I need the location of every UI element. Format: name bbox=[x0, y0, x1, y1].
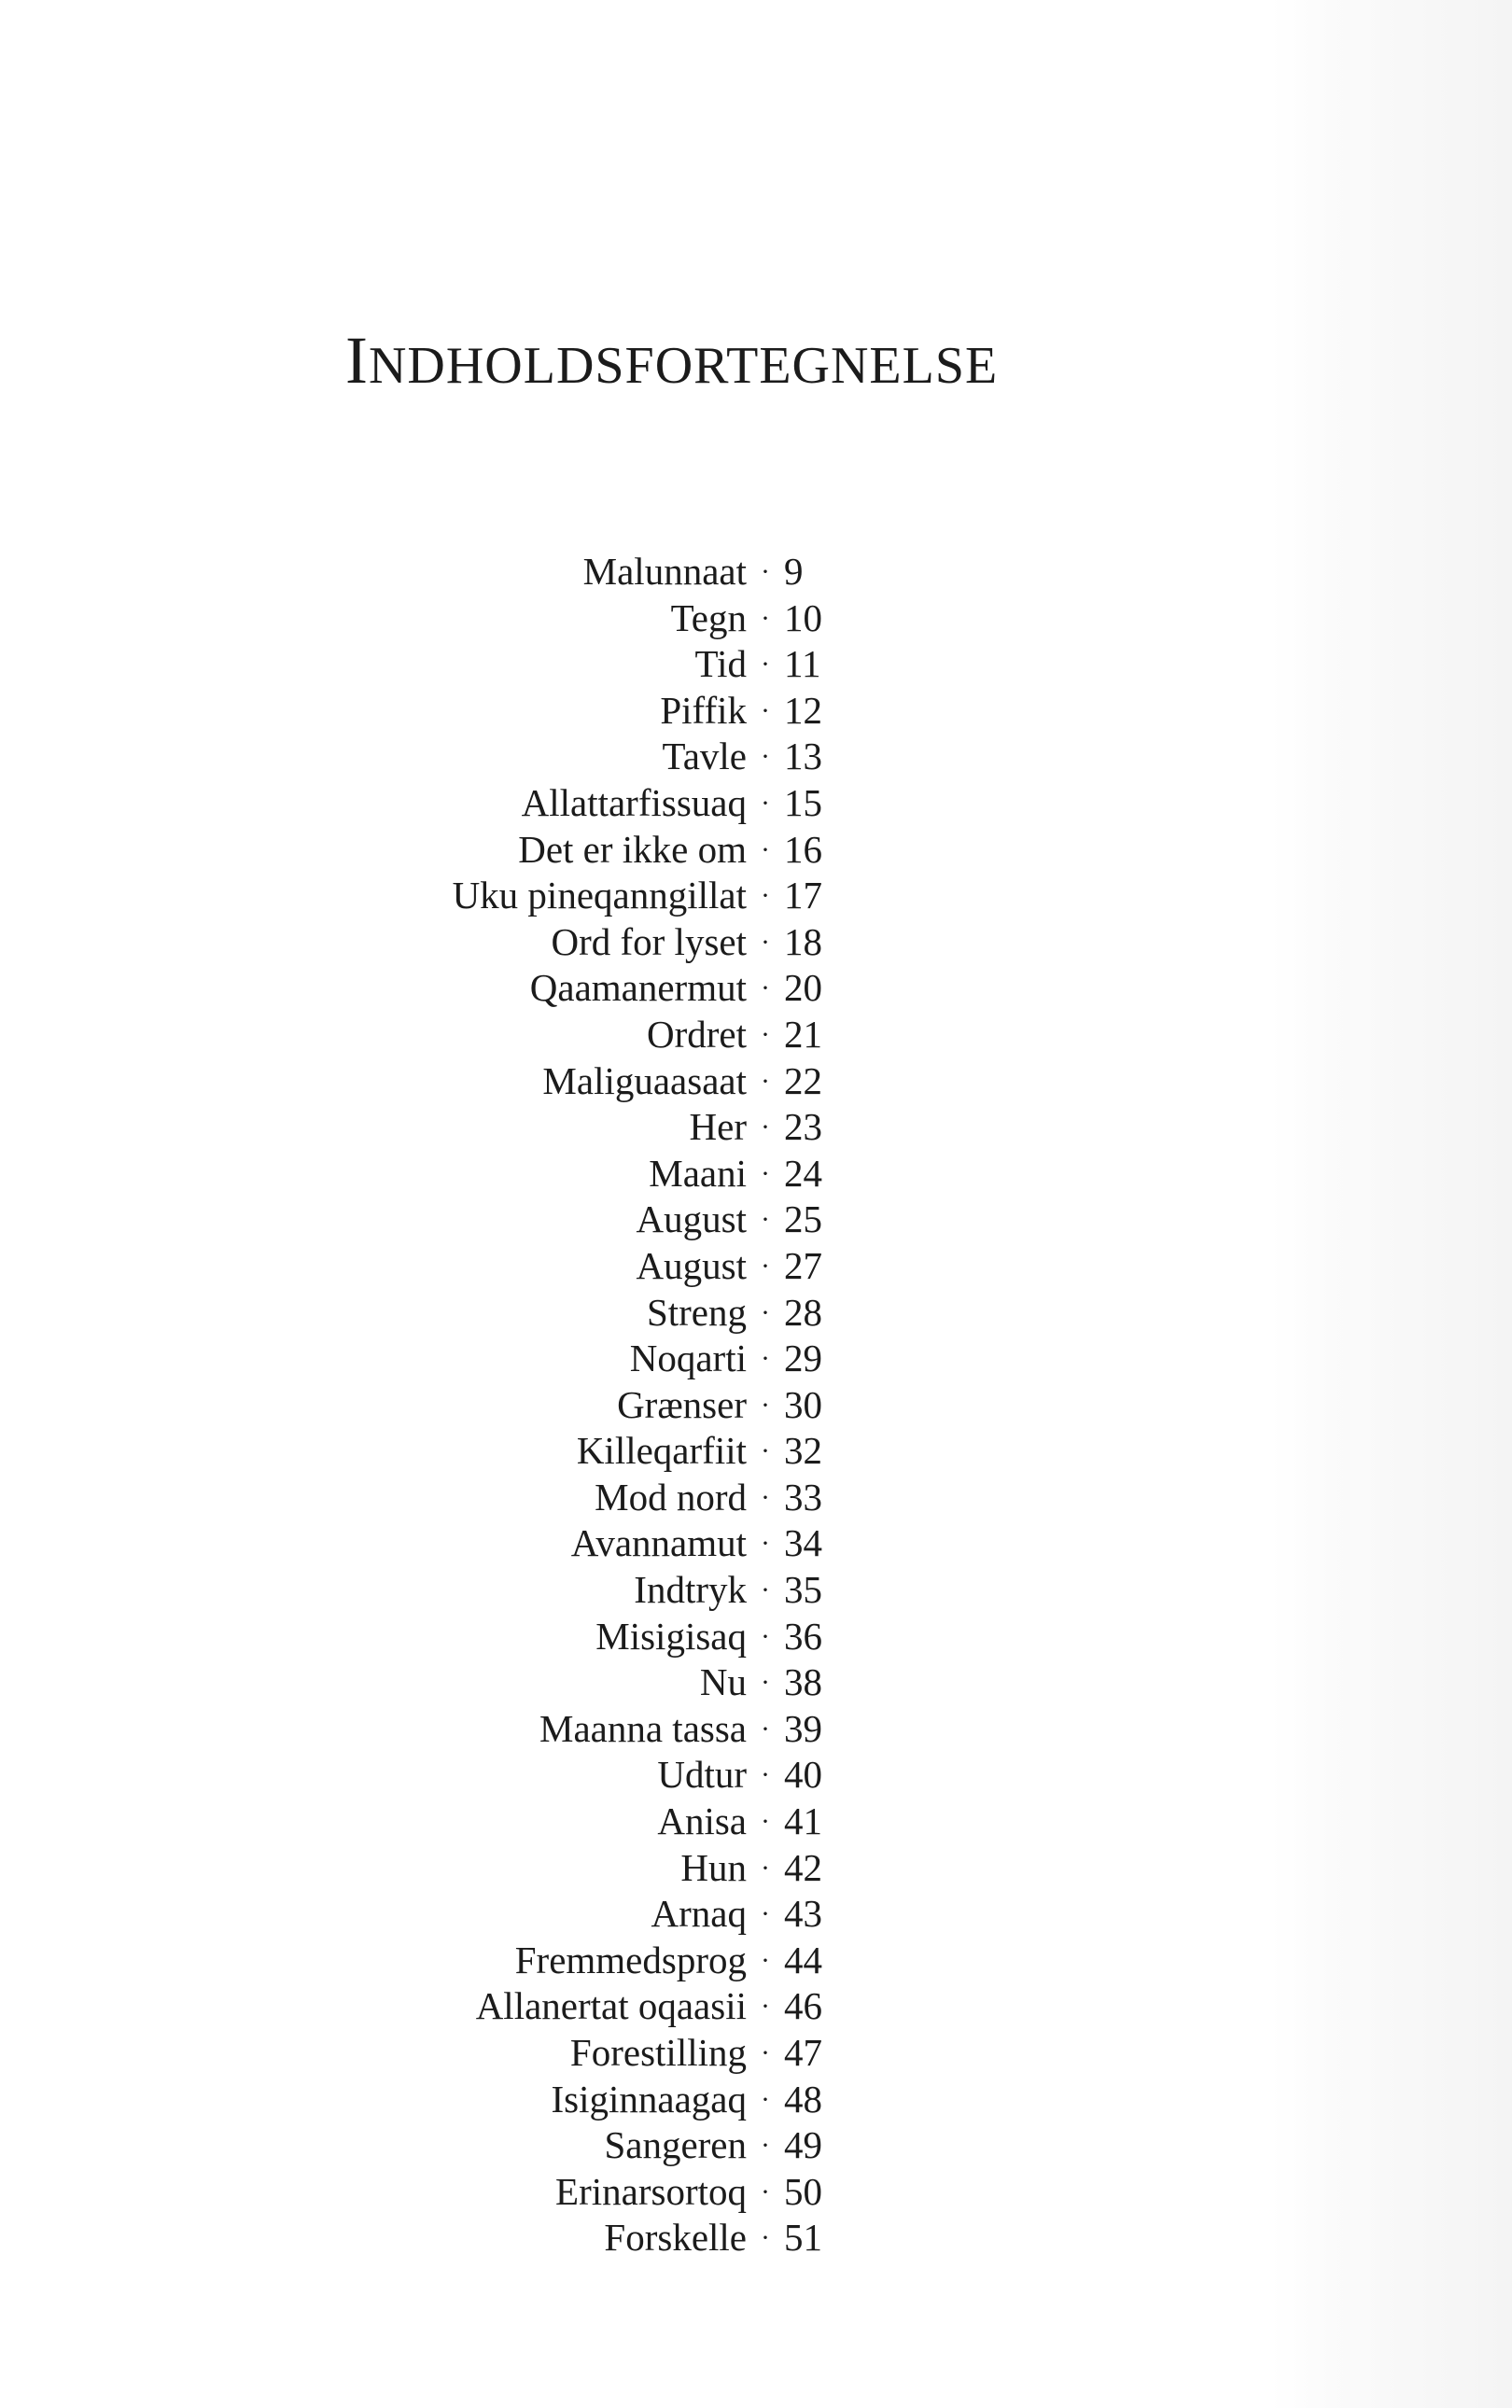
toc-entry bbox=[392, 965, 1139, 1012]
toc-entry-title: Killeqarfiit bbox=[576, 1429, 747, 1473]
toc-entry-title: Grænser bbox=[617, 1382, 747, 1426]
toc-entry bbox=[392, 1845, 1139, 1892]
toc-page-number: 35 bbox=[784, 1568, 822, 1612]
toc-separator: · bbox=[761, 2037, 770, 2068]
toc-page-number: 42 bbox=[784, 1845, 822, 1889]
toc-separator: · bbox=[761, 1435, 770, 1467]
toc-separator: · bbox=[761, 1620, 770, 1652]
toc-entry bbox=[392, 1012, 1139, 1058]
toc-page-number: 39 bbox=[784, 1706, 822, 1750]
toc-entry-title: Mod nord bbox=[595, 1475, 747, 1519]
toc-separator: · bbox=[761, 2222, 770, 2254]
toc-entry bbox=[392, 688, 1139, 735]
toc-separator: · bbox=[761, 2176, 770, 2207]
toc-entry bbox=[392, 827, 1139, 874]
toc-separator: · bbox=[761, 741, 770, 773]
toc-page-number: 25 bbox=[784, 1197, 822, 1241]
toc-entry bbox=[392, 1197, 1139, 1243]
title-rest: NDHOLDSFORTEGNELSE bbox=[368, 337, 999, 395]
toc-page-number: 21 bbox=[784, 1012, 822, 1056]
toc-separator: · bbox=[761, 1852, 770, 1883]
toc-entry bbox=[392, 1151, 1139, 1197]
toc-page-number: 17 bbox=[784, 874, 822, 917]
toc-page-number: 51 bbox=[784, 2216, 822, 2260]
toc-entry bbox=[392, 1891, 1139, 1938]
toc-entry-title: August bbox=[636, 1243, 747, 1287]
toc-separator: · bbox=[761, 1528, 770, 1560]
toc-page-number: 23 bbox=[784, 1105, 822, 1149]
toc-separator: · bbox=[761, 1481, 770, 1513]
toc-entry-title: Tid bbox=[694, 642, 747, 686]
toc-page-number: 15 bbox=[784, 780, 822, 824]
toc-entry bbox=[392, 1475, 1139, 1521]
toc-page-number: 30 bbox=[784, 1382, 822, 1426]
toc-entry-title: Uku pineqanngillat bbox=[452, 874, 747, 917]
toc-separator: · bbox=[761, 1944, 770, 1976]
toc-entry bbox=[392, 1336, 1139, 1382]
toc-entry bbox=[392, 873, 1139, 919]
toc-page-number: 11 bbox=[784, 642, 821, 686]
toc-entry bbox=[392, 1614, 1139, 1660]
toc-page-number: 22 bbox=[784, 1058, 822, 1102]
toc-page-number: 27 bbox=[784, 1243, 822, 1287]
toc-entry bbox=[392, 1382, 1139, 1429]
toc-entry-title: Forskelle bbox=[604, 2216, 747, 2260]
toc-entry-title: Isiginnaagaq bbox=[551, 2077, 747, 2121]
toc-page-number: 36 bbox=[784, 1614, 822, 1658]
toc-entry bbox=[392, 1706, 1139, 1753]
toc-entry bbox=[392, 549, 1139, 595]
toc-page-number: 40 bbox=[784, 1753, 822, 1797]
toc-entry bbox=[392, 919, 1139, 966]
toc-entry bbox=[392, 1983, 1139, 2030]
toc-entry-title: Udtur bbox=[657, 1753, 747, 1797]
toc-page-number: 10 bbox=[784, 595, 822, 639]
toc-entry-title: Allanertat oqaasii bbox=[475, 1984, 747, 2028]
toc-entry-title: Piffik bbox=[660, 688, 747, 732]
toc-separator: · bbox=[761, 1204, 770, 1236]
toc-entry-title: Her bbox=[689, 1105, 747, 1149]
toc-entry bbox=[392, 1659, 1139, 1706]
toc-entry-title: Fremmedsprog bbox=[514, 1938, 747, 1981]
toc-entry-title: Qaamanermut bbox=[529, 966, 747, 1010]
toc-separator: · bbox=[761, 833, 770, 865]
toc-page-number: 13 bbox=[784, 735, 822, 778]
toc-entry-title: Streng bbox=[646, 1290, 747, 1334]
toc-entry-title: Ordret bbox=[646, 1012, 747, 1056]
toc-separator: · bbox=[761, 649, 770, 680]
toc-entry-title: Sangeren bbox=[604, 2123, 747, 2167]
toc-separator: · bbox=[761, 880, 770, 912]
toc-separator: · bbox=[761, 556, 770, 587]
toc-page-number: 43 bbox=[784, 1892, 822, 1936]
toc-page-number: 18 bbox=[784, 919, 822, 963]
toc-entry-title: Forestilling bbox=[569, 2031, 747, 2074]
toc-page-number: 12 bbox=[784, 688, 822, 732]
toc-entry bbox=[392, 595, 1139, 642]
toc-entry-title: August bbox=[636, 1197, 747, 1241]
table-of-contents bbox=[392, 549, 1139, 2261]
toc-page-number: 34 bbox=[784, 1521, 822, 1565]
toc-entry-title: Erinarsortoq bbox=[555, 2169, 747, 2213]
toc-entry-title: Hun bbox=[680, 1845, 747, 1889]
toc-separator: · bbox=[761, 1389, 770, 1421]
toc-entry-title: Anisa bbox=[657, 1799, 747, 1843]
toc-page-number: 9 bbox=[784, 550, 804, 593]
toc-separator: · bbox=[761, 694, 770, 726]
toc-entry bbox=[392, 734, 1139, 780]
toc-separator: · bbox=[761, 1575, 770, 1606]
toc-entry bbox=[392, 2077, 1139, 2123]
toc-separator: · bbox=[761, 1112, 770, 1143]
toc-separator: · bbox=[761, 1343, 770, 1375]
toc-entry bbox=[392, 1058, 1139, 1105]
title-initial: I bbox=[345, 323, 369, 398]
toc-page-number: 33 bbox=[784, 1475, 822, 1519]
toc-entry-title: Tavle bbox=[662, 735, 747, 778]
toc-separator: · bbox=[761, 1065, 770, 1097]
toc-entry-title: Noqarti bbox=[629, 1337, 747, 1380]
toc-entry bbox=[392, 641, 1139, 688]
toc-page-number: 41 bbox=[784, 1799, 822, 1843]
toc-page-number: 44 bbox=[784, 1938, 822, 1981]
toc-entry bbox=[392, 1799, 1139, 1845]
toc-entry-title: Allattarfissuaq bbox=[521, 780, 747, 824]
toc-entry bbox=[392, 780, 1139, 827]
toc-entry-title: Misigisaq bbox=[595, 1614, 747, 1658]
toc-page-number: 47 bbox=[784, 2031, 822, 2074]
toc-entry bbox=[392, 2169, 1139, 2216]
toc-entry-title: Maani bbox=[649, 1151, 747, 1195]
toc-page-number: 16 bbox=[784, 827, 822, 871]
toc-page-number: 46 bbox=[784, 1984, 822, 2028]
toc-separator: · bbox=[761, 2083, 770, 2115]
toc-page-number: 49 bbox=[784, 2123, 822, 2167]
toc-entry bbox=[392, 2122, 1139, 2169]
toc-separator: · bbox=[761, 1667, 770, 1699]
toc-separator: · bbox=[761, 1018, 770, 1050]
toc-separator: · bbox=[761, 1157, 770, 1189]
toc-entry-title: Tegn bbox=[670, 595, 747, 639]
toc-page-number: 48 bbox=[784, 2077, 822, 2121]
toc-entry bbox=[392, 1428, 1139, 1475]
toc-separator: · bbox=[761, 1713, 770, 1744]
toc-separator: · bbox=[761, 1991, 770, 2023]
toc-entry-title: Nu bbox=[699, 1660, 747, 1704]
toc-page-number: 50 bbox=[784, 2169, 822, 2213]
toc-entry bbox=[392, 1567, 1139, 1614]
toc-separator: · bbox=[761, 926, 770, 958]
toc-separator: · bbox=[761, 1250, 770, 1281]
toc-entry bbox=[392, 1752, 1139, 1799]
toc-entry bbox=[392, 1290, 1139, 1337]
toc-entry-title: Avannamut bbox=[570, 1521, 747, 1565]
toc-entry-title: Maanna tassa bbox=[539, 1706, 747, 1750]
toc-separator: · bbox=[761, 973, 770, 1004]
toc-entry bbox=[392, 2030, 1139, 2077]
toc-separator: · bbox=[761, 602, 770, 634]
toc-separator: · bbox=[761, 2130, 770, 2162]
toc-page-number: 38 bbox=[784, 1660, 822, 1704]
toc-entry-title: Maliguaasaat bbox=[542, 1058, 747, 1102]
page-title bbox=[345, 323, 999, 398]
toc-entry bbox=[392, 1104, 1139, 1151]
toc-page-number: 20 bbox=[784, 966, 822, 1010]
toc-entry bbox=[392, 1520, 1139, 1567]
toc-entry-title: Det er ikke om bbox=[518, 827, 747, 871]
toc-separator: · bbox=[761, 1898, 770, 1930]
toc-entry bbox=[392, 1243, 1139, 1290]
toc-page-number: 24 bbox=[784, 1151, 822, 1195]
toc-separator: · bbox=[761, 1759, 770, 1791]
toc-page-number: 32 bbox=[784, 1429, 822, 1473]
toc-separator: · bbox=[761, 1806, 770, 1838]
toc-separator: · bbox=[761, 1296, 770, 1328]
toc-separator: · bbox=[761, 787, 770, 819]
toc-page-number: 28 bbox=[784, 1290, 822, 1334]
toc-entry bbox=[392, 1938, 1139, 1984]
toc-entry-title: Indtryk bbox=[634, 1568, 747, 1612]
toc-entry bbox=[392, 2215, 1139, 2261]
toc-entry-title: Ord for lyset bbox=[551, 919, 747, 963]
toc-entry-title: Malunnaat bbox=[582, 550, 747, 593]
toc-page-number: 29 bbox=[784, 1337, 822, 1380]
toc-entry-title: Arnaq bbox=[651, 1892, 747, 1936]
